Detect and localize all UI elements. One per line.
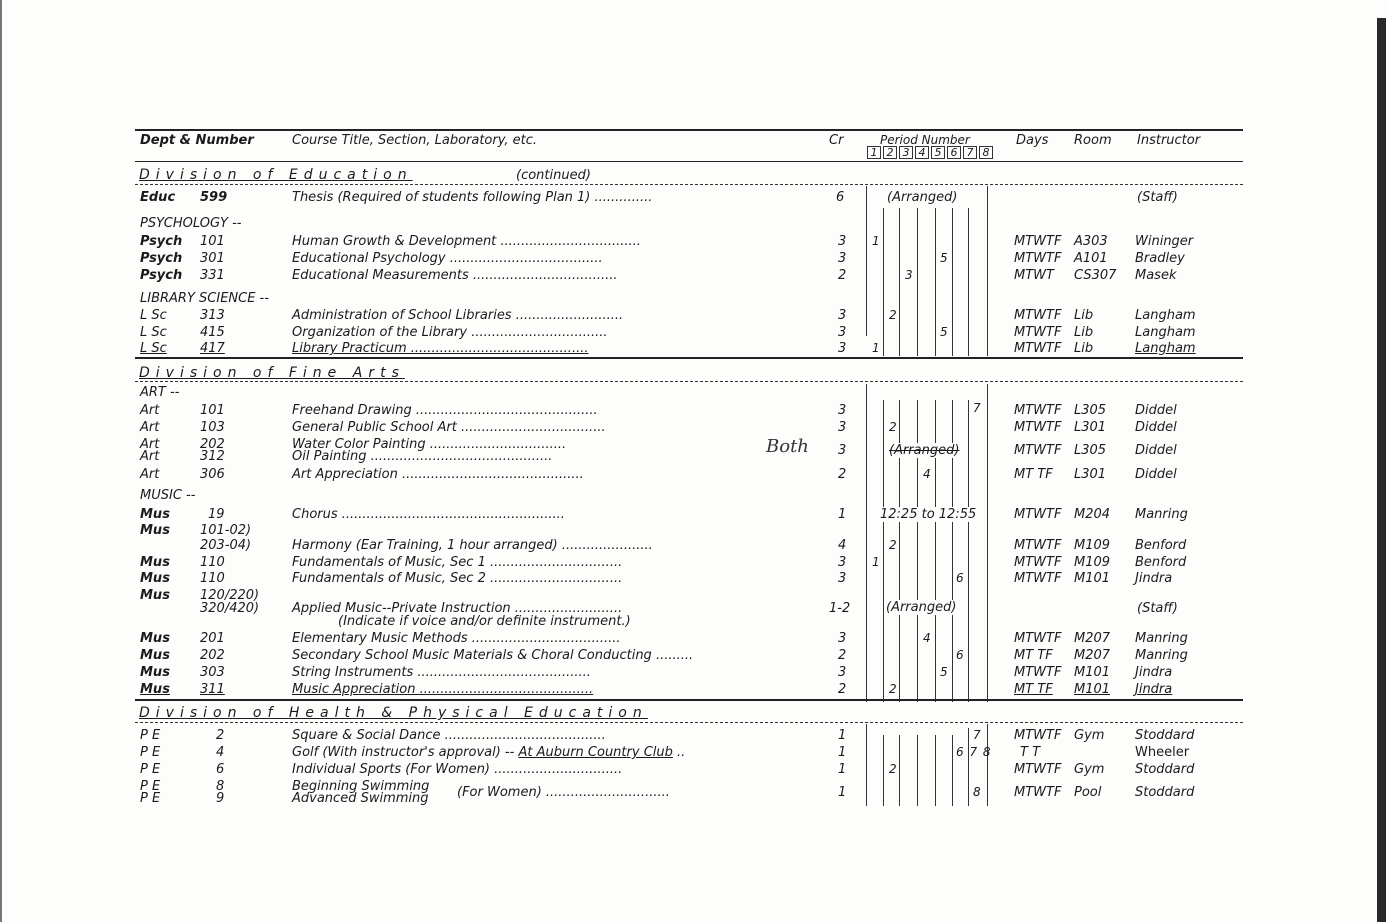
period-col-line [935,208,936,356]
course-credits: 3 [838,251,847,266]
period-col-line [987,186,988,356]
course-number: 4 [216,745,225,760]
header-cr: Cr [829,133,844,148]
course-number: 203-04) [200,538,252,553]
course-credits: 3 [838,420,847,435]
period-digit: 1 [867,146,881,159]
course-dept: L Sc [140,308,167,323]
course-instructor: Langham [1135,308,1196,323]
category-label: MUSIC -- [140,488,196,503]
course-instructor: Manring [1135,631,1188,646]
section-rule [135,699,1243,701]
division-rule [135,184,1243,185]
course-credits: 3 [838,631,847,646]
course-days: MT TF [1014,467,1053,482]
course-instructor: Langham [1135,341,1196,356]
division-title: Division of Education [139,167,413,183]
course-instructor: Stoddard [1135,762,1195,777]
course-title: Applied Music--Private Instruction .......................... [292,601,623,616]
course-period: 2 [889,682,897,696]
period-digit: 8 [979,146,993,159]
course-room: M207 [1074,648,1111,663]
course-period: 6 7 8 [956,745,991,759]
course-room: A303 [1074,234,1108,249]
handwritten-note: Both [766,436,809,457]
course-number: 201 [200,631,225,646]
course-period: 5 [940,325,948,339]
course-days: MTWTF [1014,538,1062,553]
course-title: Thesis (Required of students following Plan 1) .............. [292,190,653,205]
course-instructor: Diddel [1135,443,1177,458]
course-room: Lib [1074,341,1094,356]
course-days: MTWTF [1014,571,1062,586]
course-number: 110 [200,571,225,586]
course-credits: 1 [838,507,847,522]
course-room: M101 [1074,682,1111,697]
course-title: Human Growth & Development .................................. [292,234,641,249]
course-number: 101 [200,234,225,249]
period-col-line [968,400,969,702]
course-instructor: Jindra [1135,665,1173,680]
course-title [292,745,685,760]
course-instructor: Manring [1135,648,1188,663]
course-number: 313 [200,308,225,323]
course-room: Pool [1074,785,1102,800]
course-dept: Mus [140,588,170,603]
course-instructor: Stoddard [1135,785,1195,800]
course-days: MTWTF [1014,308,1062,323]
course-room: CS307 [1074,268,1117,283]
course-title: Chorus ...................................................... [292,507,565,522]
course-title-part: .. [672,745,686,760]
course-location: At Auburn Country Club [518,745,673,760]
course-credits: 1 [838,745,847,760]
period-col-line [917,208,918,356]
course-room: L301 [1074,467,1107,482]
course-room: M101 [1074,571,1111,586]
course-instructor: Wheeler [1135,745,1190,760]
course-dept: L Sc [140,341,167,356]
course-room: M109 [1074,555,1111,570]
course-room: Lib [1074,308,1094,323]
course-period: 6 [956,571,964,585]
course-title: String Instruments .......................................... [292,665,591,680]
course-number: 103 [200,420,225,435]
course-room: A101 [1074,251,1108,266]
course-days: MTWTF [1014,420,1062,435]
course-days: MTWTF [1014,325,1062,340]
course-dept: P E [140,728,161,743]
period-col-line [987,384,988,702]
course-dept: P E [140,779,161,794]
course-number: 415 [200,325,225,340]
course-title: Individual Sports (For Women) ............................... [292,762,623,777]
course-period: 1 [872,555,880,569]
period-digit: 7 [963,146,977,159]
course-credits: 3 [838,234,847,249]
period-digit: 5 [931,146,945,159]
course-note: (Indicate if voice and/or definite instrument.) [338,614,631,629]
course-dept: Mus [140,631,170,646]
course-days: MTWTF [1014,665,1062,680]
course-room: Lib [1074,325,1094,340]
course-number: 301 [200,251,225,266]
course-credits: 3 [838,325,847,340]
course-days: MTWTF [1014,403,1062,418]
course-title: Fundamentals of Music, Sec 2 ................................ [292,571,623,586]
course-days: T T [1020,745,1041,760]
course-dept: L Sc [140,325,167,340]
course-period: 6 [956,648,964,662]
course-period: 5 [940,665,948,679]
division-title: Division of Health & Physical Education [139,705,648,721]
period-digit: 3 [899,146,913,159]
course-title: Fundamentals of Music, Sec 1 ................................ [292,555,623,570]
course-period: 4 [923,467,931,481]
course-title: Art Appreciation ............................................ [292,467,584,482]
course-title: Educational Measurements ................................... [292,268,618,283]
course-credits: 1-2 [829,601,851,616]
course-number: 101 [200,403,225,418]
course-room: L301 [1074,420,1107,435]
course-credits: 3 [838,341,847,356]
course-instructor: Wininger [1135,234,1194,249]
course-number: 312 [200,449,225,464]
course-period: 7 [973,401,981,415]
course-credits: 1 [838,762,847,777]
course-period: 2 [889,762,897,776]
course-credits: 3 [838,665,847,680]
course-title: Harmony (Ear Training, 1 hour arranged) ...................... [292,538,653,553]
course-title: Secondary School Music Materials & Choral Conducting ......... [292,648,694,663]
course-title: Music Appreciation .......................................... [292,682,594,697]
course-days: MTWTF [1014,341,1062,356]
course-dept: Art [140,449,160,464]
course-days: MTWTF [1014,507,1062,522]
course-room: L305 [1074,443,1107,458]
course-instructor: Diddel [1135,467,1177,482]
course-period: 1 [872,234,880,248]
course-title: Oil Painting ............................................ [292,449,553,464]
period-col-line [866,186,867,336]
header-dept: Dept & Number [140,133,254,148]
course-title: Educational Psychology ..................................... [292,251,603,266]
header-period: Period Number [880,133,970,147]
course-instructor: Manring [1135,507,1188,522]
course-dept: Mus [140,571,170,586]
course-instructor: Benford [1135,555,1187,570]
period-col-line [883,735,884,806]
course-days: MTWT [1014,268,1054,283]
header-title: Course Title, Section, Laboratory, etc. [292,133,538,148]
section-rule [135,357,1243,359]
course-dept: Mus [140,682,170,697]
course-instructor: Langham [1135,325,1196,340]
course-period: 8 [973,785,981,799]
course-period: 7 [973,728,981,742]
course-title: Elementary Music Methods .................................... [292,631,621,646]
course-days: MTWTF [1014,234,1062,249]
course-days: MTWTF [1014,555,1062,570]
course-period: (Arranged) [887,190,958,205]
period-digit-row [867,146,1000,159]
course-instructor: Diddel [1135,403,1177,418]
course-room: M109 [1074,538,1111,553]
header-days: Days [1016,133,1049,148]
course-period: 1 [872,341,880,355]
course-room: M101 [1074,665,1111,680]
course-number: 417 [200,341,225,356]
period-col-line [866,384,867,702]
period-col-line [935,735,936,806]
course-instructor: Stoddard [1135,728,1195,743]
course-period: (Arranged) [889,443,960,458]
header-instructor: Instructor [1137,133,1201,148]
course-period: 2 [889,308,897,322]
course-days: MTWTF [1014,785,1062,800]
category-label: ART -- [140,385,180,400]
course-number: 306 [200,467,225,482]
course-period: 12:25 to 12:55 [880,507,977,522]
course-instructor: Masek [1135,268,1177,283]
course-period: 2 [889,420,897,434]
course-dept: Psych [140,251,183,266]
course-instructor: Bradley [1135,251,1185,266]
course-instructor: Jindra [1135,682,1173,697]
period-col-line [917,735,918,806]
course-dept: Mus [140,507,170,522]
course-title: (For Women) .............................. [457,785,670,800]
course-dept: Mus [140,523,170,538]
course-dept: P E [140,745,161,760]
course-credits: 4 [838,538,847,553]
course-instructor: Diddel [1135,420,1177,435]
period-digit: 4 [915,146,929,159]
course-title: Square & Social Dance ....................................... [292,728,606,743]
period-col-line [952,735,953,806]
period-digit: 2 [883,146,897,159]
course-title: Administration of School Libraries .......................... [292,308,624,323]
course-number: 202 [200,648,225,663]
course-dept: Psych [140,234,183,249]
course-dept: Psych [140,268,183,283]
course-room: M204 [1074,507,1111,522]
course-instructor: Jindra [1135,571,1173,586]
course-title: Freehand Drawing ............................................ [292,403,598,418]
period-col-line [883,208,884,356]
course-period: 4 [923,631,931,645]
course-title: Beginning Swimming [292,779,430,794]
course-dept: Educ [140,190,176,205]
period-col-line [968,728,969,806]
course-period: (Arranged) [886,600,957,615]
course-instructor: (Staff) [1137,601,1178,616]
course-number: 320/420) [200,601,260,616]
scan-right-edge [1377,18,1386,922]
course-days: MTWTF [1014,631,1062,646]
course-dept: Art [140,437,160,452]
course-period: 2 [889,538,897,552]
course-number: 2 [216,728,225,743]
course-number: 6 [216,762,225,777]
course-credits: 6 [836,190,845,205]
course-credits: 1 [838,728,847,743]
course-credits: 3 [838,443,847,458]
course-period: 5 [940,251,948,265]
course-number: 202 [200,437,225,452]
course-room: L305 [1074,403,1107,418]
course-number: 599 [200,190,228,205]
course-instructor: (Staff) [1137,190,1178,205]
course-days: MTWTF [1014,443,1062,458]
course-days: MT TF [1014,648,1053,663]
course-number: 110 [200,555,225,570]
course-number: 9 [216,791,225,806]
period-col-line [899,208,900,356]
course-title: Advanced Swimming [292,791,429,806]
course-number: 101-02) [200,523,252,538]
category-label: LIBRARY SCIENCE -- [140,291,269,306]
course-days: MTWTF [1014,251,1062,266]
period-col-line [866,724,867,806]
division-rule [135,722,1243,723]
course-days: MT TF [1014,682,1053,697]
course-dept: Art [140,467,160,482]
course-number: 311 [200,682,225,697]
course-instructor: Benford [1135,538,1187,553]
category-label: PSYCHOLOGY -- [140,216,242,231]
period-col-line [883,400,884,702]
course-credits: 2 [838,682,847,697]
period-col-line [952,208,953,356]
division-rule [135,381,1243,382]
course-title: Library Practicum ........................................... [292,341,589,356]
scan-left-edge [0,0,2,922]
header-room: Room [1074,133,1112,148]
course-days: MTWTF [1014,728,1062,743]
division-title: Division of Fine Arts [139,365,405,381]
course-number: 120/220) [200,588,260,603]
division-suffix: (continued) [516,168,591,183]
course-credits: 3 [838,571,847,586]
course-credits: 1 [838,785,847,800]
period-col-line [899,735,900,806]
course-dept: Mus [140,648,170,663]
course-credits: 2 [838,268,847,283]
period-digit: 6 [947,146,961,159]
course-dept: Art [140,420,160,435]
course-credits: 3 [838,403,847,418]
header-rule [135,161,1243,162]
course-credits: 3 [838,308,847,323]
course-title: General Public School Art ................................... [292,420,606,435]
course-number: 19 [208,507,225,522]
period-col-line [968,208,969,356]
course-dept: Art [140,403,160,418]
course-title: Organization of the Library ................................. [292,325,608,340]
course-credits: 2 [838,648,847,663]
course-number: 8 [216,779,225,794]
course-room: Gym [1074,762,1105,777]
course-days: MTWTF [1014,762,1062,777]
course-dept: Mus [140,665,170,680]
period-col-line [987,724,988,806]
course-title-part: Golf (With instructor's approval) -- [292,745,519,760]
course-number: 331 [200,268,225,283]
course-dept: P E [140,762,161,777]
course-credits: 3 [838,555,847,570]
course-dept: P E [140,791,161,806]
course-room: M207 [1074,631,1111,646]
course-period: 3 [905,268,913,282]
course-credits: 2 [838,467,847,482]
course-room: Gym [1074,728,1105,743]
course-number: 303 [200,665,225,680]
top-rule [135,129,1243,131]
course-title: Water Color Painting ................................. [292,437,567,452]
course-dept: Mus [140,555,170,570]
